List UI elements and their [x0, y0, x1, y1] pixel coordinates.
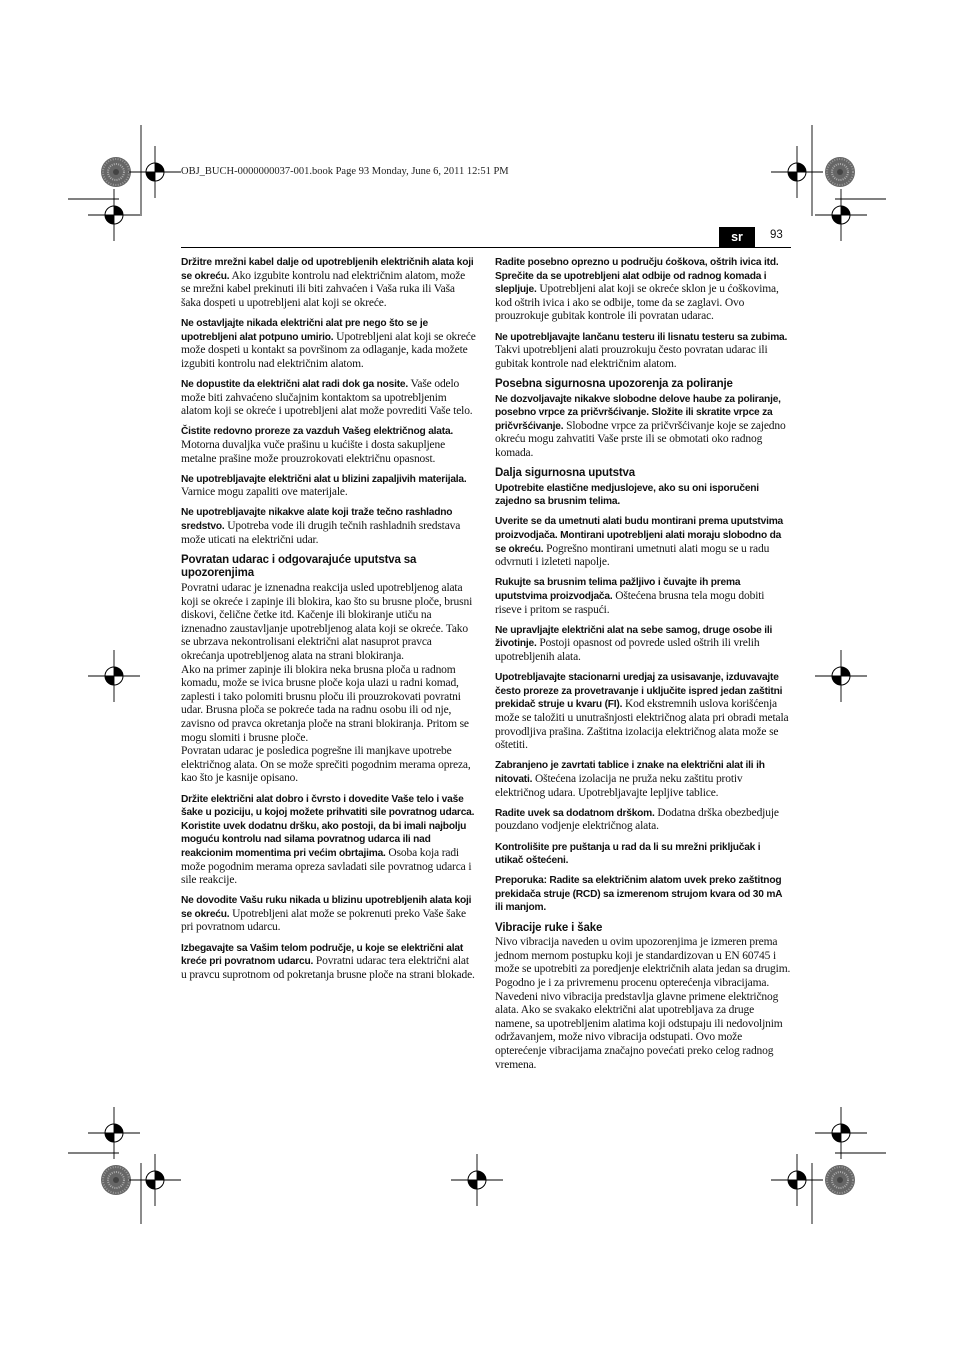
language-badge: sr: [719, 227, 755, 248]
color-bar-mark-icon: [825, 1165, 855, 1195]
safety-paragraph: [495, 393, 791, 461]
safety-paragraph: [495, 256, 791, 324]
paragraph-body: Upotrebljeni alat može se pokrenuti preko Vaše šake pri povratnom udarcu.: [181, 907, 467, 934]
paragraph-body: Upotrebljeni alat koji se okreće sklon je u ćoškovima, kod oštrih ivica i ako se odbije, tome da se zaglavi. Ovo prouzrokuje gubitak kontrole ili povratan udarac.: [495, 283, 779, 323]
paragraph-lead: Ne dopustite da električni alat radi dok ga nosite.: [181, 378, 408, 390]
safety-paragraph: [495, 759, 791, 800]
paragraph-lead: Držite električni alat dobro i čvrsto i dovedite Vaše telo i vaše šake u poziciju, u kojoj možete prihvatiti sile povratnog udarca. Koristite uvek dodatnu dršku, ako postoji, da bi imali najbolju moguću kontrolu nad silama povratnog udarca ili nad reakcionim momentima pri većim obrtajima.: [181, 793, 475, 859]
paragraph-body: Povratni udarac tera električni alat u pravcu suprotnom od pokretanja brusne ploče na strani blokade.: [181, 955, 475, 981]
paragraph-lead: Ne upotrebljavajte lančanu testeru ili lisnatu testeru sa zubima.: [495, 331, 788, 343]
body-paragraph: Navedeni nivo vibracija predstavlja glavne primene električnog alata. Ako se svakako električni alat upotrebljava za druge namene, sa upotrebljenim alatima koji odstupaju ili nedovoljnim održavanjem, može nivo vibracija odstupati. Ovo može opterećenje vibracijama značajno povećati preko celog radnog vremena.: [495, 990, 783, 1071]
safety-paragraph: [181, 506, 477, 547]
paragraph-body: Vaše odelo može biti zahvaćeno slučajnim kontaktom sa upotrebljenim alatom koji se okreće i upotrebljeni alat može povrediti Vaše telo.: [181, 377, 473, 418]
safety-paragraph: [495, 331, 791, 372]
registration-mark-icon: [815, 189, 867, 241]
right-column: [495, 256, 791, 1072]
paragraph-body: Dodatna drška obezbedjuje pouzdano vodjenje električnog alata.: [495, 806, 779, 833]
paragraph-body: Ako izgubite kontrolu nad električnim alatom, može se mrežni kabel prekinuti ili biti zahvaćen i Vaša ruka ili Vaša šaka dospeti u upotrebljeni alat koji se okreće.: [181, 269, 466, 309]
safety-paragraph: [181, 425, 477, 466]
registration-mark-icon: [771, 146, 823, 198]
safety-paragraph: [495, 671, 791, 753]
paragraph-body: Takvi upotrebljeni alati prouzrokuju često povratan udarac ili gubitak kontrole nad električnim alatom.: [495, 344, 768, 370]
registration-mark-icon: [88, 650, 140, 702]
paragraph-body: Oštećena brusna tela mogu dobiti riseve i pritom se raspući.: [495, 590, 765, 616]
paragraph-lead: Zabranjeno je zavrtati tablice i znake na električni alat ili ih nitovati.: [495, 760, 765, 785]
left-column: [181, 256, 477, 989]
paragraph-lead: Uverite se da umetnuti alati budu montirani prema uputstvima proizvodjača. Montirani upotrebljeni alati moraju slobodno da se okreću.: [495, 516, 784, 555]
paragraph-lead: Kontrolišite pre puštanja u rad da li su mrežni priključak i utikač oštećeni.: [495, 841, 761, 867]
paragraph-body: Motorna duvaljka vuče prašinu u kućište i dosta sakupljene metalne prašine može prouzrokovati električnu opasnost.: [181, 438, 446, 465]
safety-paragraph: [495, 515, 791, 569]
safety-paragraph: [495, 807, 791, 834]
print-slug: OBJ_BUCH-0000000037-001.book Page 93 Monday, June 6, 2011 12:51 PM: [181, 166, 509, 177]
registration-mark-icon: [815, 1107, 867, 1159]
safety-paragraph: [495, 874, 791, 915]
safety-paragraph: [495, 624, 791, 665]
registration-mark-icon: [771, 1154, 823, 1206]
paragraph-lead: Preporuka: Radite sa električnim alatom uvek preko zaštitnog prekidača struje (RCD) sa izmerenom strujom kvara od 30 mA ili manjom.: [495, 875, 782, 914]
paragraph-lead: Radite uvek sa dodatnom drškom.: [495, 807, 655, 819]
paragraph-lead: Čistite redovno proreze za vazduh Vašeg električnog alata.: [181, 426, 454, 438]
safety-paragraph: [181, 894, 477, 935]
registration-mark-icon: [815, 650, 867, 702]
safety-paragraph: [181, 942, 477, 983]
section-heading: Dalja sigurnosna uputstva: [495, 467, 636, 480]
paragraph-body: Kod ekstremnih uslova korišćenja može se taložiti u unutrašnjosti električnog alata pri obradi metala provodljiva prašina. Zaštitna izolacija električnog alata može se oštetiti.: [495, 698, 789, 752]
paragraph-lead: Ne upravljajte električni alat na sebe samog, druge osobe ili životinje.: [495, 624, 773, 650]
paragraph-lead: Upotrebljavajte stacionarni uredjaj za usisavanje, izduvavajte često proreze za provetravanje i uključite ispred jedan zaštitni prekidač struje u kvaru (FI).: [495, 672, 783, 711]
body-paragraph: Povratni udarac je iznenadna reakcija usled upotrebljenog alata koji se okreće i zapinje ili blokira, kao što su brusne ploče, brusni diskovi, čelične četke itd. Kačenje ili blokiranje utiču na iznenadno zaustavljanje upotrebljenog alata koji se okreće. Tako se ubrzava nekontrolisani električni alat nasuprot pravca okrećanja upotrebljenog alata na strani blokiranja.: [181, 582, 473, 662]
paragraph-lead: Ne ostavljajte nikada električni alat pre nego što se je upotrebljeni alat potpuno umirio.: [181, 317, 428, 343]
registration-mark-icon: [451, 1154, 503, 1206]
body-paragraph: Ako na primer zapinje ili blokira neka brusna ploča u radnom komadu, može se ivica brusne ploče koja ulazi u radni komad, zaplesti i tako polomiti brusnu ploču ili prouzrokovati povratni udar. Brusna ploča se pokreće tada na radnu osobu ili od nje, zavisno od pravca okretanja ploče na strani blokiranja. Pritom se mogu slomiti i brusne ploče.: [181, 663, 469, 744]
safety-paragraph: [181, 378, 477, 419]
safety-paragraph: [495, 576, 791, 617]
page-number: 93: [770, 229, 783, 241]
paragraph-lead: Ne dozvoljavajte nikakve slobodne delove haube za poliranje, posebno vrpce za pričvršćivanje. Složite ili skratite vrpce za pričvršćivanje.: [495, 393, 781, 432]
safety-paragraph: [181, 317, 477, 371]
paragraph-lead: Radite posebno oprezno u području ćoškova, oštrih ivica itd. Sprečite da se upotrebljeni alat odbije od radnog komada i sleplјuje.: [495, 257, 779, 296]
paragraph-lead: Držitre mrežni kabel dalje od upotrebljenih električnih alata koji se okreću.: [181, 257, 474, 282]
registration-mark-icon: [88, 1107, 140, 1159]
section-heading: Vibracije ruke i šake: [495, 921, 603, 934]
paragraph-body: Pogrešno montirani umetnuti alati mogu se u radu odvrnuti i izleteti napolje.: [495, 542, 770, 569]
safety-paragraph: [495, 841, 791, 868]
paragraph-body: Slobodne vrpce za pričvršćivanje koje se zajedno okreću mogu zahvatiti Vaše prste ili se obmotati oko radnog komada.: [495, 419, 786, 459]
paragraph-body: Postoji opasnost od povrede usled oštrih ili vrelih upotrebljenih alata.: [495, 637, 760, 663]
registration-mark-icon: [129, 146, 181, 198]
body-paragraph: Povratan udarac je posledica pogrešne ili manjkave upotrebe električnog alata. On se može sprečiti pogodnim merama opreza, kao što je kasnije opisano.: [181, 745, 471, 785]
paragraph-lead: Ne upotrebljavajte nikakve alate koji traže tečno rashladno sredstvo.: [181, 507, 453, 533]
section-heading: Povratan udarac i odgovarajuće uputstva sa upozorenjima: [181, 553, 417, 580]
registration-mark-icon: [88, 189, 140, 241]
paragraph-body: Oštećena izolacija ne pruža neku zaštitu protiv električnog udara. Upotrebljavajte lepljive tablice.: [495, 772, 743, 799]
color-bar-mark-icon: [101, 1165, 131, 1195]
safety-paragraph: [181, 793, 477, 888]
header-rule: [181, 247, 791, 248]
paragraph-body: Osoba koja radi može pogodnim merama opreza savladati sile povratnog udarca i sile reakcije.: [181, 846, 472, 887]
paragraph-lead: Ne upotrebljavajte električni alat u blizini zapaljivih materijala.: [181, 473, 467, 485]
registration-mark-icon: [129, 1154, 181, 1206]
color-bar-mark-icon: [101, 157, 131, 187]
paragraph-body: Varnice mogu zapaliti ove materijale.: [181, 486, 348, 499]
color-bar-mark-icon: [825, 157, 855, 187]
safety-paragraph: [495, 482, 791, 509]
safety-paragraph: [181, 256, 477, 310]
paragraph-body: Upotrebljeni alat koji se okreće može dospeti u kontakt sa površinom za odlaganje, kada možete izgubiti kontrolu nad električnim alatom.: [181, 330, 476, 370]
paragraph-lead: Ne dovodite Vašu ruku nikada u blizinu upotrebljenih alata koji se okreću.: [181, 895, 472, 920]
paragraph-lead: Upotrebite elastične medjuslojeve, ako su oni isporučeni zajedno sa brusnim telima.: [495, 482, 759, 508]
paragraph-lead: Izbegavajte sa Vašim telom područje, u koje se električni alat kreće pri povratnom udarcu.: [181, 942, 464, 968]
body-paragraph: Nivo vibracija naveden u ovim upozorenjima je izmeren prema jednom mernom postupku koji je standardizovan u EN 60745 i može se upotrebiti za poredjenje električnih alata jedan sa drugim. Pogodno je i za privremenu procenu opterećenja vibracijama.: [495, 936, 791, 990]
paragraph-body: Upotreba vode ili drugih tečnih rashladnih sredstava može uticati na električni udar.: [181, 520, 461, 546]
paragraph-lead: Rukujte sa brusnim telima pažljivo i čuvajte ih prema uputstvima proizvodjača.: [495, 577, 741, 603]
section-heading: Posebna sigurnosna upozorenja za poliranje: [495, 377, 733, 390]
safety-paragraph: [181, 473, 477, 500]
